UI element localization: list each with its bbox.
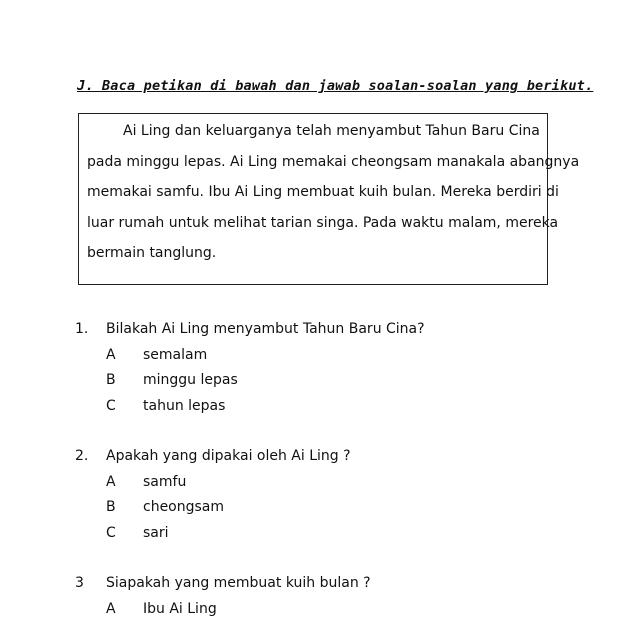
- passage-line: memakai samfu. Ibu Ai Ling membuat kuih bulan. Mereka berdiri di: [87, 184, 559, 200]
- passage-line: Ai Ling dan keluarganya telah menyambut Tahun Baru Cina: [123, 123, 540, 139]
- option-letter: C: [106, 398, 116, 414]
- option-text: samfu: [143, 474, 187, 490]
- passage-line: bermain tanglung.: [87, 245, 217, 261]
- option-letter: A: [106, 474, 116, 490]
- section-heading: J. Baca petikan di bawah dan jawab soalan-soalan yang berikut.: [77, 78, 594, 94]
- option-text: minggu lepas: [143, 372, 238, 388]
- question-number: 3: [75, 575, 84, 591]
- question-number: 1.: [75, 321, 89, 337]
- option-text: semalam: [143, 347, 208, 363]
- question-text: Apakah yang dipakai oleh Ai Ling ?: [106, 448, 351, 464]
- passage-box: [78, 113, 580, 285]
- option-letter: B: [106, 499, 116, 515]
- option-letter: C: [106, 525, 116, 541]
- option-text: Ibu Ai Ling: [143, 601, 217, 617]
- option-letter: A: [106, 347, 116, 363]
- passage-line: luar rumah untuk melihat tarian singa. Pada waktu malam, mereka: [87, 215, 559, 231]
- option-letter: A: [106, 601, 116, 617]
- option-letter: B: [106, 372, 116, 388]
- question-text: Siapakah yang membuat kuih bulan ?: [106, 575, 371, 591]
- question-number: 2.: [75, 448, 89, 464]
- passage-line: pada minggu lepas. Ai Ling memakai cheongsam manakala abangnya: [87, 154, 580, 170]
- option-text: tahun lepas: [143, 398, 226, 414]
- option-text: cheongsam: [143, 499, 225, 515]
- option-text: sari: [143, 525, 169, 541]
- question-text: Bilakah Ai Ling menyambut Tahun Baru Cina?: [106, 321, 425, 337]
